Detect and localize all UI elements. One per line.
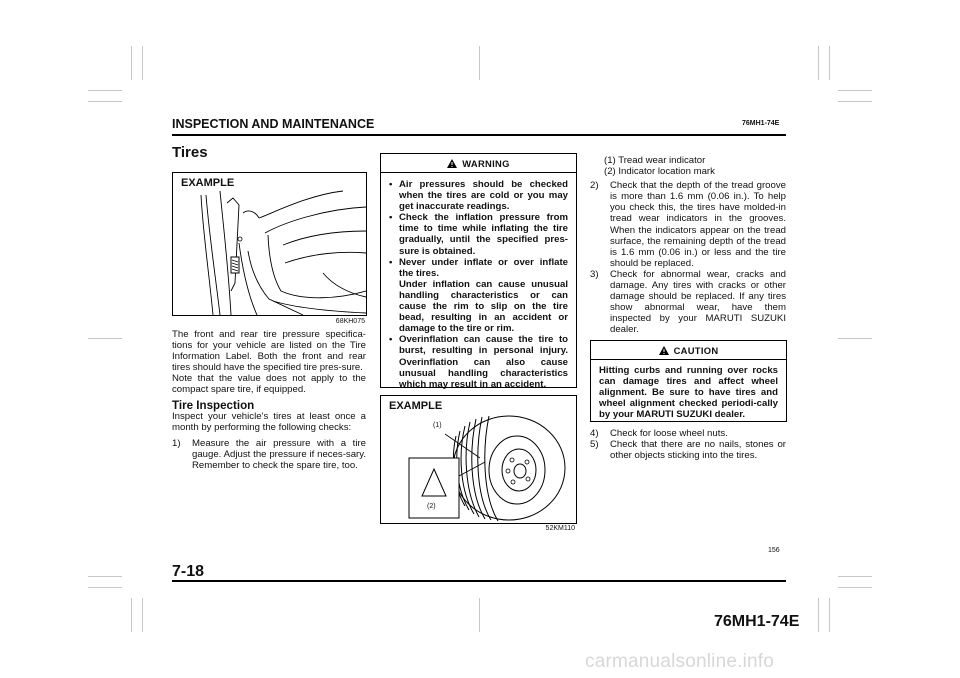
- figure2-label: EXAMPLE: [389, 400, 443, 412]
- section-title: Tires: [172, 144, 208, 161]
- warning-header: [381, 154, 576, 173]
- page-number: 156: [768, 547, 780, 554]
- tire-inspection-heading: Tire Inspection: [172, 398, 255, 412]
- warning-item: • Overinflation can cause the tire to burst, resulting in personal injury. Overinflation can also cause unusual handling characteristics which may result in an accident.: [389, 334, 568, 390]
- caution-header: [591, 341, 786, 360]
- footer-rule: [172, 580, 786, 582]
- figure-tread-wear-indicator: [380, 395, 577, 524]
- caution-box: [590, 340, 787, 422]
- callout-1: (1): [433, 422, 442, 429]
- inspection-step: 2) Check that the depth of the tread groove is more than 1.6 mm (0.06 in.). To help you check this, the tires have molded-in tread wear indicators in the grooves. When the indicators appear on the tread surface, the remaining depth of the tread is 1.6 mm (0.06 in.) or less and the tire should be replaced.: [590, 180, 786, 269]
- inspection-step: 3) Check for abnormal wear, cracks and damage. Any tires with cracks or other damage should be replaced. If any tires show abnormal wear, have them inspected by your MARUTI SUZUKI dealer.: [590, 268, 786, 336]
- legend-item: (1) Tread wear indicator: [604, 155, 706, 166]
- warning-list: [381, 173, 576, 396]
- header-rule: [172, 134, 786, 136]
- right-column-text: [590, 155, 786, 336]
- figure2-code: 52KM110: [545, 525, 575, 532]
- warning-item: • Air pressures should be checked when the tires are cold or you may get inaccurate readings.: [389, 179, 568, 213]
- inspection-steps-left: [172, 438, 366, 471]
- intro-paragraph: The front and rear tire pressure specifica-tions for your vehicle are listed on the Tire Information Label. Both the front and rear tires should have the specified tire pres-sure.: [172, 329, 366, 374]
- inspection-steps-right: [590, 180, 786, 335]
- figure1-code: 68KH075: [335, 318, 365, 325]
- figure-tire-label-location: [172, 172, 367, 316]
- warning-item: • Check the inflation pressure from time to time while inflating the tire gradually, until the specified pres-sure is obtained.: [389, 212, 568, 257]
- callout-2: (2): [427, 503, 436, 510]
- warning-triangle-icon: [447, 159, 457, 168]
- caution-triangle-icon: [659, 346, 669, 355]
- tire-illustration: [381, 396, 576, 523]
- inspection-step: 4) Check for loose wheel nuts.: [590, 428, 728, 439]
- page-section-number: 7-18: [172, 563, 205, 580]
- caution-title: CAUTION: [673, 344, 719, 356]
- door-pillar-illustration: [173, 173, 366, 315]
- header-code: 76MH1-74E: [742, 120, 780, 127]
- tire-info-label-icon: [231, 257, 239, 273]
- legend-item: (2) Indicator location mark: [604, 166, 715, 178]
- header-title: INSPECTION AND MAINTENANCE: [172, 117, 375, 131]
- tire-inspection-intro: Inspect your vehicle’s tires at least once a month by performing the following checks:: [172, 410, 366, 433]
- inspection-step: 5) Check that there are no nails, stones or other objects sticking into the tires.: [590, 439, 786, 462]
- warning-title: WARNING: [462, 157, 510, 169]
- caution-text: Hitting curbs and running over rocks can damage tires and affect wheel alignment. Be sure to have tires and wheel alignment checked periodi-cally by your MARUTI SUZUKI dealer.: [599, 365, 778, 421]
- figure1-label: EXAMPLE: [181, 177, 235, 189]
- watermark: carmanualsonline.info: [585, 651, 775, 672]
- warning-item: • Never under inflate or over inflate the tires. Under inflation can cause unusual handling characteristics or can cause the rim to slip on the tire bead, resulting in an accident or damage to the tire or rim.: [389, 256, 568, 335]
- inspection-step: 1) Measure the air pressure with a tire gauge. Adjust the pressure if neces-sary. Remember to check the spare tire, too.: [172, 437, 366, 472]
- right-column-steps-bottom: [590, 428, 786, 461]
- note-paragraph: Note that the value does not apply to the compact spare tire, if equipped.: [172, 373, 366, 396]
- left-column-text: [172, 329, 366, 471]
- inspection-steps-bottom: [590, 428, 786, 461]
- footer-code: 76MH1-74E: [714, 613, 800, 630]
- warning-box: [380, 153, 577, 388]
